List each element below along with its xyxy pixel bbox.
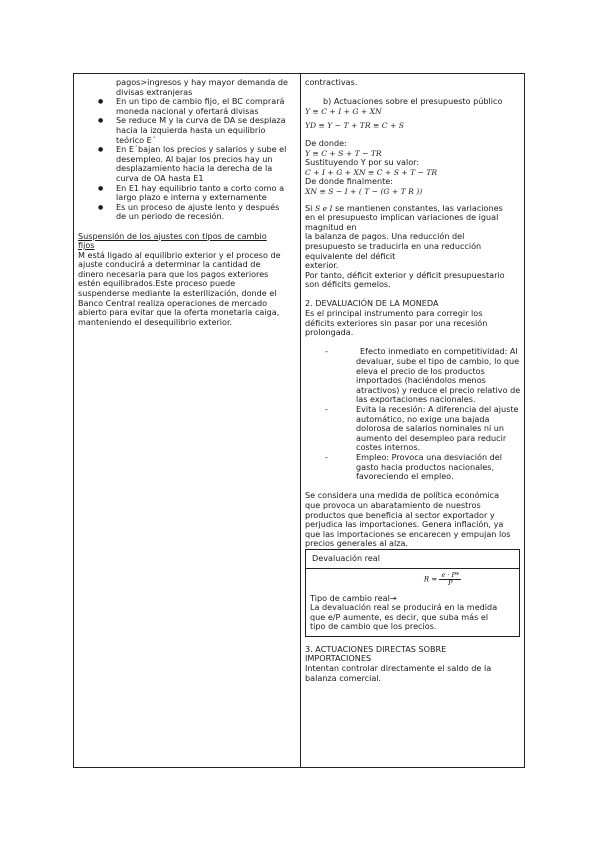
text-line: en el presupuesto implican variaciones de igual bbox=[305, 212, 499, 223]
text-line: ● En E1 hay equilibrio tanto a corto como a bbox=[116, 182, 285, 193]
equation: C + I + G + XN ≡ C + S + T − TR bbox=[305, 167, 438, 177]
box-title: Devaluación real bbox=[306, 550, 519, 569]
text-line: prolongada. bbox=[305, 327, 354, 338]
document-table bbox=[73, 73, 525, 768]
text-line: desplazamiento hacia la derecha de la bbox=[116, 163, 273, 174]
text-line: Intentan controlar directamente el saldo de la bbox=[305, 663, 492, 674]
right-column bbox=[301, 74, 524, 767]
list-item bbox=[78, 184, 297, 203]
text-line: la balanza de pagos. Una reducción del bbox=[305, 231, 465, 242]
text-line: que e/P aumente, es decir, que suba más el bbox=[310, 611, 489, 622]
text-line: magnitud en bbox=[305, 221, 357, 232]
heading-line: IMPORTACIONES bbox=[305, 653, 372, 664]
text-line: Sustituyendo Y por su valor: bbox=[305, 157, 420, 168]
text-line: ● En E´bajan los precios y salarios y sube el bbox=[116, 144, 287, 155]
equation: Y ≡ C + I + G + XN bbox=[305, 106, 382, 116]
list-item bbox=[78, 116, 297, 145]
text-line: perjudica las importaciones. Genera inflación, ya bbox=[305, 519, 504, 530]
left-column bbox=[74, 74, 301, 767]
text-line: De donde finalmente: bbox=[305, 176, 394, 187]
paragraph bbox=[310, 603, 515, 632]
equation: YD ≡ Y − T + TR ≡ C + S bbox=[305, 121, 404, 131]
text-line: - Empleo: Provoca una desviación del bbox=[356, 451, 503, 462]
paragraph bbox=[305, 491, 521, 549]
text-line: estén equilibrados.Este proceso puede bbox=[78, 278, 236, 289]
heading-line: Suspensión de los ajustes con tipos de cambio bbox=[78, 230, 267, 241]
text-line: divisas extranjeras bbox=[116, 86, 193, 97]
text-line: costes internos. bbox=[356, 442, 421, 453]
text-line: presupuesto se traducirla en una reducción bbox=[305, 240, 482, 251]
formula-fraction bbox=[439, 572, 461, 587]
text-line: La devaluación real se producirá en la medida bbox=[310, 602, 498, 613]
text-line: contractivas. bbox=[305, 77, 358, 87]
heading-line: fijos bbox=[78, 240, 95, 251]
section-heading bbox=[78, 232, 297, 251]
paragraph bbox=[305, 309, 521, 338]
list-item bbox=[78, 203, 297, 222]
text-line: automático, no exige una bajada bbox=[356, 413, 490, 424]
subheading: b) Actuaciones sobre el presupuesto público bbox=[323, 96, 503, 107]
text-line: Banco Central realiza operaciones de mercado bbox=[78, 297, 268, 308]
text-line: son déficits gemelos. bbox=[305, 279, 391, 290]
list-item bbox=[78, 97, 297, 116]
text-line: Es el principal instrumento para corregir los bbox=[305, 308, 483, 319]
text-line: precios generales al alza. bbox=[305, 538, 409, 549]
text-line: Tipo de cambio real→ bbox=[310, 592, 397, 603]
text-line: ● En un tipo de cambio fijo, el BC comprará bbox=[116, 96, 285, 107]
dash-list bbox=[305, 347, 521, 481]
text-line: dinero necesaria para que los pagos exteriores bbox=[78, 268, 269, 279]
text-line: ● Se reduce M y la curva de DA se desplaza bbox=[116, 115, 286, 126]
text-line: tipo de cambio que los precios. bbox=[310, 621, 437, 632]
text-line: hacia la izquierda hasta un equilibrio bbox=[116, 124, 266, 135]
text-line: las exportaciones nacionales. bbox=[356, 394, 476, 405]
formula bbox=[310, 572, 515, 594]
equation: XN ≡ S − I + ( T − (G + T R )) bbox=[305, 186, 423, 196]
text-line: abierto para evitar que la oferta monetaria caiga, bbox=[78, 307, 280, 318]
text-line: - Evita la recesión: A diferencia del ajuste bbox=[356, 404, 519, 414]
text-line: importados (haciéndolos menos bbox=[356, 375, 486, 386]
text-line: Por tanto, déficit exterior y déficit presupuestario bbox=[305, 269, 505, 280]
text-line: desempleo. Al bajar los precios hay un bbox=[116, 153, 273, 164]
text-line: exterior. bbox=[305, 260, 339, 271]
text-span: Si bbox=[305, 202, 315, 213]
dash-item bbox=[305, 405, 521, 453]
text-line: equivalente del déficit bbox=[305, 250, 396, 261]
text-line: productos que beneficia al sector exportador y bbox=[305, 509, 495, 520]
text-line: gasto hacia productos nacionales, bbox=[356, 461, 495, 472]
text-line: suspenderse mediante la esterilización, donde el bbox=[78, 288, 277, 299]
math-span: S e I bbox=[314, 203, 333, 213]
text-line: teórico E´ bbox=[116, 134, 156, 145]
text-line: pagos>ingresos y hay mayor demanda de bbox=[116, 77, 288, 87]
text-line: devaluar, sube el tipo de cambio, lo que bbox=[356, 356, 520, 367]
list-continuation bbox=[78, 78, 297, 97]
equation: Y ≡ C + S + T − TR bbox=[305, 148, 382, 158]
text-line: atractivos) y reduce el precio relativo de bbox=[356, 384, 521, 395]
real-devaluation-box bbox=[305, 549, 520, 637]
text-line: ● Es un proceso de ajuste lento y después bbox=[116, 201, 280, 212]
text-line: ajuste conducirá a determinar la cantidad de bbox=[78, 259, 261, 270]
formula-denominator: P bbox=[448, 578, 453, 587]
dash-item bbox=[305, 347, 521, 405]
text-line: De donde: bbox=[305, 137, 347, 148]
paragraph bbox=[305, 664, 521, 683]
text-line: - Efecto inmediato en competitividad: Al bbox=[360, 346, 518, 357]
formula-numerator: e · P* bbox=[441, 570, 460, 579]
text-line: aumento del desempleo para reducir bbox=[356, 432, 507, 443]
formula-lhs: R = bbox=[423, 575, 438, 583]
box-body bbox=[306, 569, 519, 636]
text-line: déficits exteriores sin pasar por una recesión bbox=[305, 317, 488, 328]
text-span: se mantienen constantes, las variaciones bbox=[332, 202, 503, 213]
text-line: curva de OA hasta E1 bbox=[116, 172, 204, 183]
section-title: 2. DEVALUACIÓN DE LA MONEDA bbox=[305, 298, 439, 309]
text-line: moneda nacional y ofertará divisas bbox=[116, 105, 259, 116]
section-title bbox=[305, 645, 521, 664]
paragraph bbox=[78, 251, 297, 328]
heading-line: 3. ACTUACIONES DIRECTAS SOBRE bbox=[305, 643, 447, 654]
text-line: manteniendo el desequilibrio exterior. bbox=[78, 316, 233, 327]
text-line: favoreciendo el empleo. bbox=[356, 471, 454, 482]
text-line: de un periodo de recesión. bbox=[116, 211, 225, 222]
text-line: que provoca un abaratamiento de nuestros bbox=[305, 499, 481, 510]
text-line: M está ligado al equilibrio exterior y el proceso de bbox=[78, 249, 281, 260]
dash-item bbox=[305, 453, 521, 482]
bullet-list bbox=[78, 78, 297, 222]
text-line: eleva el precio de los productos bbox=[356, 365, 485, 376]
paragraph bbox=[305, 213, 521, 290]
list-item bbox=[78, 145, 297, 183]
text-line: que las importaciones se encarecen y empujan los bbox=[305, 528, 511, 539]
text-line: dolorosa de salarios nominales ni un bbox=[356, 423, 505, 434]
text-line: Se considera una medida de política económica bbox=[305, 490, 500, 501]
text-line: balanza comercial. bbox=[305, 672, 382, 683]
text-line: largo plazo e interna y externamente bbox=[116, 192, 267, 203]
